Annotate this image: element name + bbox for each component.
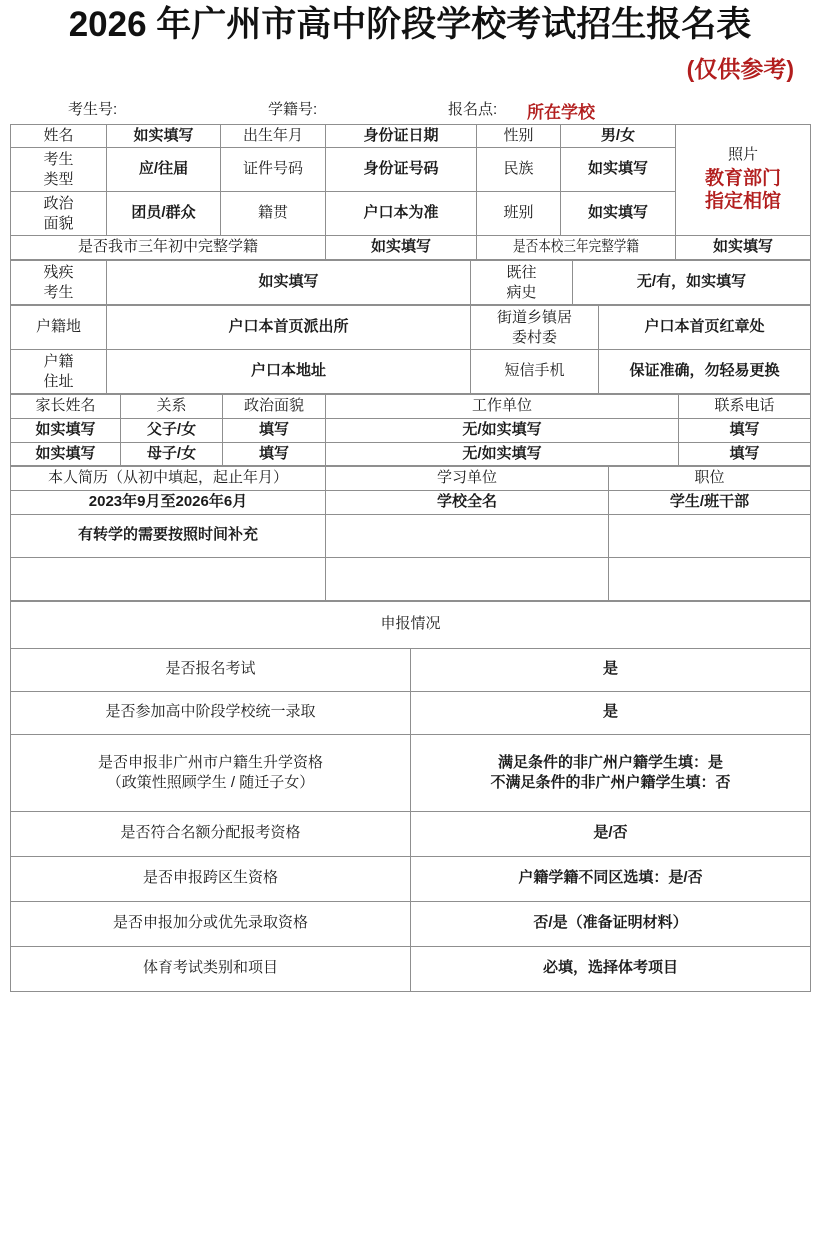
- committee-label: 街道乡镇居 委村委: [471, 306, 599, 350]
- ethnicity-value: 如实填写: [561, 148, 676, 192]
- sms-phone-value: 保证准确，勿轻易更换: [599, 350, 811, 394]
- school-three-year-value: 如实填写: [676, 236, 811, 260]
- medical-history-value: 无/有，如实填写: [573, 261, 811, 305]
- page-title: 2026 年广州市高中阶段学校考试招生报名表: [68, 5, 752, 44]
- resume-position-1: 学生/班干部: [609, 491, 811, 515]
- declaration-table: [10, 601, 811, 992]
- table-row-schooling: [11, 236, 811, 260]
- political-status-label: 政治 面貌: [11, 192, 107, 236]
- photo-note-line1: 教育部门: [704, 168, 781, 190]
- birthdate-label: 出生年月: [221, 124, 326, 148]
- cross-district-label: 是否申报跨区生资格: [11, 856, 411, 901]
- parent-name-header: 家长姓名: [11, 395, 121, 419]
- school-three-year-label: 是否本校三年完整学籍: [477, 236, 676, 260]
- id-number-value: 身份证号码: [326, 148, 477, 192]
- table-row-father: [11, 418, 811, 442]
- form-table: [10, 124, 811, 261]
- declaration-row-unified-admission: [11, 691, 811, 734]
- parent-workplace-header: 工作单位: [326, 395, 679, 419]
- parent-political-header: 政治面貌: [223, 395, 326, 419]
- photo-cell: [676, 124, 811, 236]
- health-table: [10, 260, 811, 305]
- parent-relation-header: 关系: [121, 395, 223, 419]
- pe-exam-value: 必填，选择体考项目: [411, 946, 811, 991]
- candidate-type-value: 应/往届: [107, 148, 221, 192]
- table-row-mother: [11, 442, 811, 466]
- birthdate-value: 身份证日期: [326, 124, 477, 148]
- id-number-label: 证件号码: [221, 148, 326, 192]
- resume-row-2: [11, 514, 811, 557]
- declaration-row-non-local-eligibility: [11, 734, 811, 811]
- table-row-disability: [11, 261, 811, 305]
- identification-line: [0, 94, 820, 124]
- father-name-value: 如实填写: [11, 418, 121, 442]
- city-three-year-value: 如实填写: [326, 236, 477, 260]
- hukou-address-value: 户口本地址: [107, 350, 471, 394]
- household-table: [10, 305, 811, 394]
- unified-admission-value: 是: [411, 691, 811, 734]
- cross-district-value: 户籍学籍不同区选填：是/否: [411, 856, 811, 901]
- parents-header-row: [11, 395, 811, 419]
- resume-position-header: 职位: [609, 467, 811, 491]
- resume-institution-header: 学习单位: [326, 467, 609, 491]
- parents-table: [10, 394, 811, 466]
- declaration-row-bonus-points: [11, 901, 811, 946]
- city-three-year-label: 是否我市三年初中完整学籍: [11, 236, 326, 260]
- sms-phone-label: 短信手机: [471, 350, 599, 394]
- disability-value: 如实填写: [107, 261, 471, 305]
- student-number-label: 学籍号:: [268, 100, 318, 118]
- declaration-row-exam-registration: [11, 648, 811, 691]
- mother-phone-value: 填写: [679, 442, 811, 466]
- mother-political-value: 填写: [223, 442, 326, 466]
- resume-table: [10, 466, 811, 601]
- hukou-place-label: 户籍地: [11, 306, 107, 350]
- quota-allocation-value: 是/否: [411, 811, 811, 856]
- hukou-address-label: 户籍 住址: [11, 350, 107, 394]
- quota-allocation-label: 是否符合名额分配报考资格: [11, 811, 411, 856]
- resume-institution-1: 学校全名: [326, 491, 609, 515]
- resume-period-1: 2023年9月至2026年6月: [11, 491, 326, 515]
- resume-period-header: 本人简历（从初中填起，起止年月）: [11, 467, 326, 491]
- ethnicity-label: 民族: [477, 148, 561, 192]
- resume-position-3: [609, 557, 811, 600]
- mother-workplace-value: 无/如实填写: [326, 442, 679, 466]
- registration-site-label: 报名点:: [448, 100, 498, 118]
- page-subtitle: (仅供参考): [686, 55, 794, 82]
- resume-period-2: 有转学的需要按照时间补充: [11, 514, 326, 557]
- name-label: 姓名: [11, 124, 107, 148]
- native-place-label: 籍贯: [221, 192, 326, 236]
- exam-registration-label: 是否报名考试: [11, 648, 411, 691]
- committee-value: 户口本首页红章处: [599, 306, 811, 350]
- resume-institution-3: [326, 557, 609, 600]
- declaration-title: 申报情况: [11, 601, 811, 648]
- resume-position-2: [609, 514, 811, 557]
- bonus-points-label: 是否申报加分或优先录取资格: [11, 901, 411, 946]
- photo-note-line2: 指定相馆: [704, 191, 781, 213]
- table-row-name: [11, 124, 811, 148]
- medical-history-label: 既往 病史: [471, 261, 573, 305]
- gender-label: 性别: [477, 124, 561, 148]
- class-label: 班别: [477, 192, 561, 236]
- table-row-hukou-address: [11, 350, 811, 394]
- parent-phone-header: 联系电话: [679, 395, 811, 419]
- father-phone-value: 填写: [679, 418, 811, 442]
- candidate-type-label: 考生 类型: [11, 148, 107, 192]
- table-row-hukou-place: [11, 306, 811, 350]
- declaration-section-header: [11, 601, 811, 648]
- unified-admission-label: 是否参加高中阶段学校统一录取: [11, 691, 411, 734]
- title-block: [0, 0, 820, 84]
- resume-row-1: [11, 491, 811, 515]
- name-value: 如实填写: [107, 124, 221, 148]
- candidate-number-label: 考生号:: [68, 100, 118, 118]
- native-place-value: 户口本为准: [326, 192, 477, 236]
- mother-name-value: 如实填写: [11, 442, 121, 466]
- non-local-eligibility-label: 是否申报非广州市户籍生升学资格 （政策性照顾学生 / 随迁子女）: [11, 734, 411, 811]
- resume-period-3: [11, 557, 326, 600]
- political-status-value: 团员/群众: [107, 192, 221, 236]
- disability-label: 残疾 考生: [11, 261, 107, 305]
- resume-institution-2: [326, 514, 609, 557]
- bonus-points-value: 否/是（准备证明材料）: [411, 901, 811, 946]
- exam-registration-value: 是: [411, 648, 811, 691]
- photo-label: 照片: [727, 145, 758, 163]
- declaration-row-quota-allocation: [11, 811, 811, 856]
- father-relation-value: 父子/女: [121, 418, 223, 442]
- pe-exam-label: 体育考试类别和项目: [11, 946, 411, 991]
- registration-site-value: 所在学校: [527, 102, 595, 122]
- hukou-place-value: 户口本首页派出所: [107, 306, 471, 350]
- declaration-row-pe-exam: [11, 946, 811, 991]
- non-local-eligibility-value: 满足条件的非广州户籍学生填：是 不满足条件的非广州户籍学生填：否: [411, 734, 811, 811]
- father-political-value: 填写: [223, 418, 326, 442]
- mother-relation-value: 母子/女: [121, 442, 223, 466]
- gender-value: 男/女: [561, 124, 676, 148]
- class-value: 如实填写: [561, 192, 676, 236]
- father-workplace-value: 无/如实填写: [326, 418, 679, 442]
- declaration-row-cross-district: [11, 856, 811, 901]
- resume-header-row: [11, 467, 811, 491]
- resume-row-3: [11, 557, 811, 600]
